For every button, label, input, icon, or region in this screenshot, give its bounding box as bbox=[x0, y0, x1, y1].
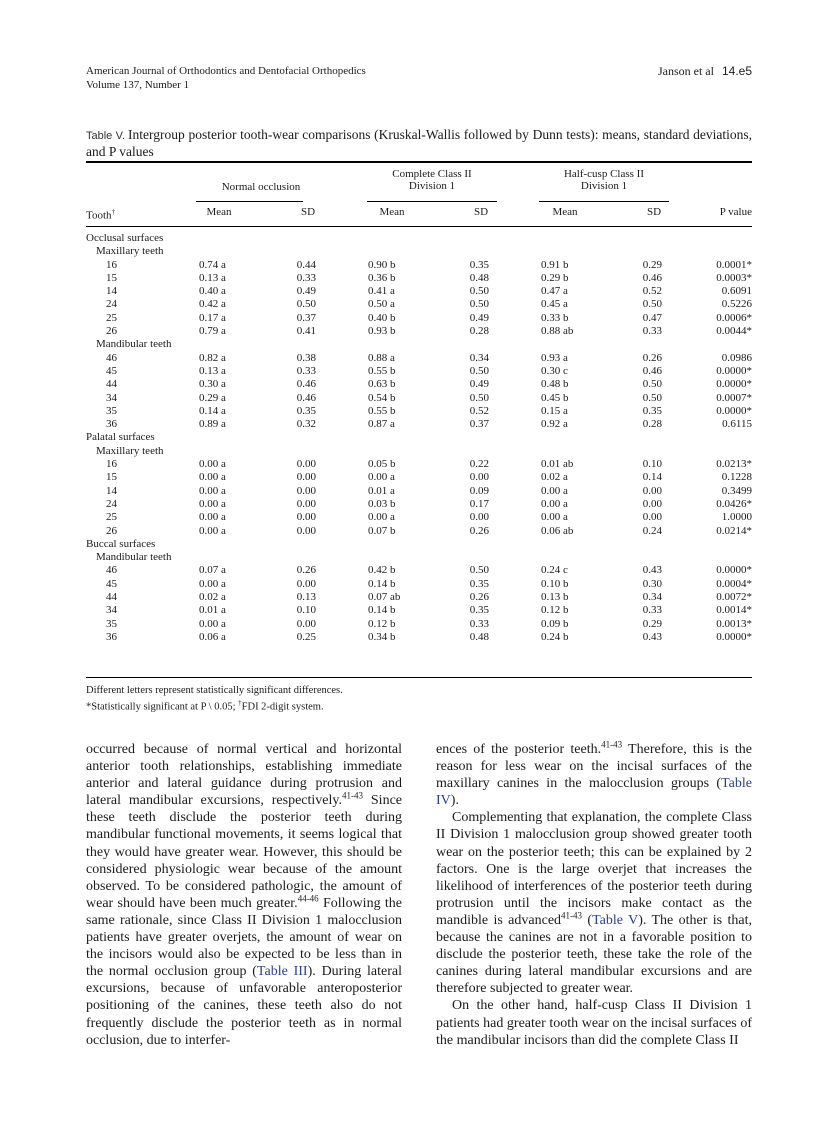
normal-mean-cell: 0.13 a bbox=[199, 271, 226, 284]
tooth-cell: 15 bbox=[106, 271, 117, 284]
table-row bbox=[86, 604, 752, 617]
complete-sd-cell: 0.26 bbox=[469, 591, 489, 604]
normal-mean-cell: 0.79 a bbox=[199, 325, 226, 338]
text: ). bbox=[450, 793, 459, 809]
group-label: Division 1 bbox=[408, 180, 456, 192]
group-rule-halfcusp bbox=[539, 201, 669, 202]
normal-mean-cell: 0.74 a bbox=[199, 258, 226, 271]
tooth-cell: 34 bbox=[106, 391, 117, 404]
col-label-dagger: † bbox=[111, 208, 116, 216]
normal-sd-cell: 0.33 bbox=[296, 364, 316, 377]
table-footnotes bbox=[86, 684, 343, 714]
journal-name: American Journal of Orthodontics and Dentofacial Orthopedics bbox=[86, 65, 366, 77]
footnote-text: *Statistically significant at P \ 0.05; bbox=[86, 701, 239, 713]
p-value-cell: 0.0000* bbox=[716, 364, 752, 377]
p-value-cell: 0.0072* bbox=[716, 591, 752, 604]
normal-sd-cell: 0.10 bbox=[296, 604, 316, 617]
complete-mean-cell: 0.55 b bbox=[368, 364, 396, 377]
normal-sd-cell: 0.00 bbox=[296, 484, 316, 497]
table-row bbox=[86, 485, 752, 498]
table-row bbox=[86, 298, 752, 311]
complete-mean-cell: 0.50 a bbox=[368, 298, 395, 311]
page-number: 14.e5 bbox=[721, 64, 752, 78]
normal-sd-cell: 0.33 bbox=[296, 271, 316, 284]
p-value-cell: 0.0044* bbox=[716, 325, 752, 338]
footnote-text: FDI 2-digit system. bbox=[241, 701, 324, 713]
table-row bbox=[86, 259, 752, 272]
col-head-sd-1: SD bbox=[300, 206, 316, 218]
complete-sd-cell: 0.50 bbox=[469, 364, 489, 377]
complete-mean-cell: 0.87 a bbox=[368, 418, 395, 431]
table-link[interactable]: Table III bbox=[256, 964, 308, 980]
halfcusp-sd-cell: 0.29 bbox=[642, 258, 662, 271]
tooth-cell: 35 bbox=[106, 404, 117, 417]
complete-mean-cell: 0.01 a bbox=[368, 484, 395, 497]
halfcusp-sd-cell: 0.47 bbox=[642, 311, 662, 324]
halfcusp-sd-cell: 0.35 bbox=[642, 404, 662, 417]
tooth-cell: 25 bbox=[106, 311, 117, 324]
table-row bbox=[86, 578, 752, 591]
halfcusp-mean-cell: 0.92 a bbox=[541, 418, 568, 431]
section-label: Palatal surfaces bbox=[86, 431, 155, 444]
normal-sd-cell: 0.26 bbox=[296, 564, 316, 577]
p-value-cell: 0.0001* bbox=[716, 258, 752, 271]
table-row bbox=[86, 392, 752, 405]
table-link[interactable]: Table V bbox=[592, 912, 639, 928]
complete-mean-cell: 0.03 b bbox=[368, 497, 396, 510]
p-value-cell: 0.0000* bbox=[716, 404, 752, 417]
complete-mean-cell: 0.14 b bbox=[368, 577, 396, 590]
footnote-letters: Different letters represent statistically significant differences. bbox=[86, 685, 343, 696]
tooth-cell: 45 bbox=[106, 577, 117, 590]
tooth-cell: 34 bbox=[106, 604, 117, 617]
complete-mean-cell: 0.00 a bbox=[368, 511, 395, 524]
normal-mean-cell: 0.00 a bbox=[199, 471, 226, 484]
halfcusp-sd-cell: 0.33 bbox=[642, 325, 662, 338]
normal-sd-cell: 0.50 bbox=[296, 298, 316, 311]
normal-mean-cell: 0.06 a bbox=[199, 630, 226, 643]
tooth-cell: 45 bbox=[106, 364, 117, 377]
p-value-cell: 0.0004* bbox=[716, 577, 752, 590]
tooth-cell: 26 bbox=[106, 325, 117, 338]
table-section-row bbox=[86, 538, 752, 551]
halfcusp-mean-cell: 0.09 b bbox=[541, 617, 569, 630]
halfcusp-sd-cell: 0.43 bbox=[642, 630, 662, 643]
halfcusp-mean-cell: 0.93 a bbox=[541, 351, 568, 364]
table-section-row bbox=[86, 232, 752, 245]
table-title: Intergroup posterior tooth-wear comparisons (Kruskal-Wallis followed by Dunn tests): means, standard deviations, and P values bbox=[86, 127, 752, 159]
normal-mean-cell: 0.00 a bbox=[199, 577, 226, 590]
group-label: Complete Class II bbox=[392, 168, 472, 180]
table-row bbox=[86, 312, 752, 325]
text: ). During lateral excursions, because of unfavorable anteroposterior positioning of the canines, these teeth also do not frequently disclude the posterior teeth as in normal occlusion, due to interfer- bbox=[86, 964, 402, 1048]
p-value-cell: 0.5226 bbox=[721, 298, 752, 311]
complete-mean-cell: 0.07 b bbox=[368, 524, 396, 537]
p-value-cell: 0.0000* bbox=[716, 378, 752, 391]
complete-mean-cell: 0.42 b bbox=[368, 564, 396, 577]
text: ences of the posterior teeth. bbox=[436, 742, 602, 757]
col-head-sd-2: SD bbox=[473, 206, 489, 218]
complete-sd-cell: 0.09 bbox=[469, 484, 489, 497]
text: Therefore, this is the reason for less wear on the incisal surfaces of the maxillary canines in the malocclusion groups ( bbox=[436, 742, 752, 792]
table-row bbox=[86, 352, 752, 365]
normal-mean-cell: 0.13 a bbox=[199, 364, 226, 377]
table-row bbox=[86, 405, 752, 418]
normal-mean-cell: 0.89 a bbox=[199, 418, 226, 431]
halfcusp-sd-cell: 0.50 bbox=[642, 391, 662, 404]
halfcusp-mean-cell: 0.30 c bbox=[541, 364, 568, 377]
journal-volume: Volume 137, Number 1 bbox=[86, 79, 190, 91]
tooth-cell: 14 bbox=[106, 285, 117, 298]
halfcusp-sd-cell: 0.46 bbox=[642, 364, 662, 377]
halfcusp-mean-cell: 0.45 b bbox=[541, 391, 569, 404]
halfcusp-sd-cell: 0.24 bbox=[642, 524, 662, 537]
tooth-cell: 46 bbox=[106, 564, 117, 577]
table-header-rule bbox=[86, 226, 752, 227]
table-row bbox=[86, 631, 752, 644]
complete-sd-cell: 0.28 bbox=[469, 325, 489, 338]
tooth-cell: 16 bbox=[106, 458, 117, 471]
halfcusp-mean-cell: 0.15 a bbox=[541, 404, 568, 417]
p-value-cell: 0.0213* bbox=[716, 458, 752, 471]
complete-sd-cell: 0.50 bbox=[469, 564, 489, 577]
body-column-left bbox=[86, 741, 402, 1049]
normal-mean-cell: 0.00 a bbox=[199, 458, 226, 471]
paragraph: On the other hand, half-cusp Class II Division 1 patients had greater tooth wear on the incisal surfaces of the mandibular incisors than did the complete Class II bbox=[436, 998, 752, 1048]
tooth-cell: 35 bbox=[106, 617, 117, 630]
complete-sd-cell: 0.52 bbox=[469, 404, 489, 417]
complete-sd-cell: 0.35 bbox=[469, 604, 489, 617]
group-label: Normal occlusion bbox=[221, 181, 301, 193]
complete-mean-cell: 0.55 b bbox=[368, 404, 396, 417]
table-row bbox=[86, 618, 752, 631]
normal-sd-cell: 0.00 bbox=[296, 458, 316, 471]
halfcusp-mean-cell: 0.47 a bbox=[541, 285, 568, 298]
halfcusp-mean-cell: 0.13 b bbox=[541, 591, 569, 604]
footnote-dagger: † bbox=[238, 699, 242, 707]
normal-sd-cell: 0.13 bbox=[296, 591, 316, 604]
author-name: Janson et al bbox=[657, 64, 714, 78]
normal-mean-cell: 0.00 a bbox=[199, 484, 226, 497]
tooth-cell: 36 bbox=[106, 418, 117, 431]
complete-mean-cell: 0.00 a bbox=[368, 471, 395, 484]
halfcusp-mean-cell: 0.00 a bbox=[541, 511, 568, 524]
complete-sd-cell: 0.00 bbox=[469, 511, 489, 524]
complete-mean-cell: 0.63 b bbox=[368, 378, 396, 391]
halfcusp-sd-cell: 0.10 bbox=[642, 458, 662, 471]
halfcusp-sd-cell: 0.26 bbox=[642, 351, 662, 364]
section-label: Occlusal surfaces bbox=[86, 232, 164, 244]
complete-sd-cell: 0.17 bbox=[469, 497, 489, 510]
footnote-significance bbox=[86, 697, 343, 714]
complete-mean-cell: 0.34 b bbox=[368, 630, 396, 643]
col-head-mean-3: Mean bbox=[552, 206, 578, 218]
p-value-cell: 0.0426* bbox=[716, 497, 752, 510]
complete-sd-cell: 0.50 bbox=[469, 391, 489, 404]
col-label: Tooth bbox=[86, 209, 112, 222]
p-value-cell: 1.0000 bbox=[721, 511, 752, 524]
tooth-cell: 46 bbox=[106, 351, 117, 364]
normal-mean-cell: 0.01 a bbox=[199, 604, 226, 617]
halfcusp-mean-cell: 0.88 ab bbox=[541, 325, 574, 338]
table-row bbox=[86, 525, 752, 538]
normal-sd-cell: 0.00 bbox=[296, 471, 316, 484]
halfcusp-mean-cell: 0.48 b bbox=[541, 378, 569, 391]
table-row bbox=[86, 285, 752, 298]
p-value-cell: 0.6115 bbox=[722, 418, 752, 431]
table-row bbox=[86, 564, 752, 577]
complete-mean-cell: 0.36 b bbox=[368, 271, 396, 284]
tooth-cell: 26 bbox=[106, 524, 117, 537]
complete-mean-cell: 0.88 a bbox=[368, 351, 395, 364]
p-value-cell: 0.0007* bbox=[716, 391, 752, 404]
text: Following the same rationale, since Class II Division 1 malocclusion patients have greater overjets, the amount of wear on the incisors would also be expected to be less than in the normal occlusion group ( bbox=[86, 895, 402, 980]
tooth-cell: 14 bbox=[106, 484, 117, 497]
group-heading-halfcusp bbox=[539, 168, 669, 192]
complete-sd-cell: 0.49 bbox=[469, 378, 489, 391]
table-label: Table V. bbox=[86, 130, 126, 142]
complete-mean-cell: 0.07 ab bbox=[368, 591, 401, 604]
halfcusp-sd-cell: 0.52 bbox=[642, 285, 662, 298]
halfcusp-mean-cell: 0.29 b bbox=[541, 271, 569, 284]
p-value-cell: 0.3499 bbox=[721, 484, 752, 497]
normal-sd-cell: 0.00 bbox=[296, 497, 316, 510]
halfcusp-sd-cell: 0.00 bbox=[642, 497, 662, 510]
p-value-cell: 0.0014* bbox=[716, 604, 752, 617]
table-body bbox=[86, 232, 752, 644]
p-value-cell: 0.6091 bbox=[721, 285, 752, 298]
normal-sd-cell: 0.49 bbox=[296, 285, 316, 298]
table-section-row bbox=[86, 431, 752, 444]
normal-sd-cell: 0.00 bbox=[296, 524, 316, 537]
p-value-cell: 0.0000* bbox=[716, 564, 752, 577]
tooth-cell: 44 bbox=[106, 378, 117, 391]
halfcusp-sd-cell: 0.00 bbox=[642, 484, 662, 497]
text: Complementing that explanation, the complete Class II Division 1 malocclusion group showed greater tooth wear on the posterior teeth; this can be explained by 2 factors. One is the large overjet that increases the likelihood of interferences of the posterior teeth during protrusion until the incisors make contact as the mandible is advanced bbox=[436, 810, 752, 928]
p-value-cell: 0.0214* bbox=[716, 524, 752, 537]
subsection-label: Maxillary teeth bbox=[96, 245, 164, 258]
halfcusp-sd-cell: 0.14 bbox=[642, 471, 662, 484]
complete-sd-cell: 0.33 bbox=[469, 617, 489, 630]
table-row bbox=[86, 378, 752, 391]
citation-link[interactable]: 41-43 bbox=[342, 790, 363, 801]
complete-sd-cell: 0.22 bbox=[469, 458, 489, 471]
halfcusp-mean-cell: 0.24 b bbox=[541, 630, 569, 643]
tooth-cell: 36 bbox=[106, 630, 117, 643]
complete-sd-cell: 0.26 bbox=[469, 524, 489, 537]
table-row bbox=[86, 511, 752, 524]
normal-sd-cell: 0.25 bbox=[296, 630, 316, 643]
p-value-cell: 0.0003* bbox=[716, 271, 752, 284]
tooth-cell: 44 bbox=[106, 591, 117, 604]
normal-sd-cell: 0.46 bbox=[296, 378, 316, 391]
normal-sd-cell: 0.37 bbox=[296, 311, 316, 324]
halfcusp-mean-cell: 0.24 c bbox=[541, 564, 568, 577]
normal-mean-cell: 0.29 a bbox=[199, 391, 226, 404]
citation-link[interactable]: 41-43 bbox=[561, 910, 583, 921]
text: occurred because of normal vertical and horizontal anterior tooth relationships, establishing immediate anterior and lateral guidance during protrusion and lateral mandibular excursions, respectively. bbox=[86, 742, 402, 809]
paragraph bbox=[436, 809, 752, 997]
group-rule-complete bbox=[367, 201, 497, 202]
table-row bbox=[86, 272, 752, 285]
halfcusp-mean-cell: 0.91 b bbox=[541, 258, 569, 271]
tooth-cell: 24 bbox=[106, 298, 117, 311]
complete-sd-cell: 0.35 bbox=[469, 577, 489, 590]
complete-mean-cell: 0.12 b bbox=[368, 617, 396, 630]
normal-mean-cell: 0.07 a bbox=[199, 564, 226, 577]
halfcusp-mean-cell: 0.02 a bbox=[541, 471, 568, 484]
table-subsection-row bbox=[86, 551, 752, 564]
complete-sd-cell: 0.50 bbox=[469, 285, 489, 298]
text: Since these teeth disclude the posterior teeth during mandibular functional movements, it seems logical that they would have greater wear. However, this should be considered physiologic wear because of the amount observed. To be considered pathologic, the amount of wear should have been much greater. bbox=[86, 793, 402, 911]
normal-sd-cell: 0.32 bbox=[296, 418, 316, 431]
halfcusp-mean-cell: 0.10 b bbox=[541, 577, 569, 590]
col-head-sd-3: SD bbox=[646, 206, 662, 218]
normal-sd-cell: 0.00 bbox=[296, 577, 316, 590]
paragraph bbox=[436, 741, 752, 809]
halfcusp-mean-cell: 0.06 ab bbox=[541, 524, 574, 537]
complete-sd-cell: 0.37 bbox=[469, 418, 489, 431]
complete-mean-cell: 0.14 b bbox=[368, 604, 396, 617]
p-value-cell: 0.0013* bbox=[716, 617, 752, 630]
group-label: Half-cusp Class II bbox=[563, 168, 645, 180]
running-header-left bbox=[86, 64, 366, 92]
complete-mean-cell: 0.41 a bbox=[368, 285, 395, 298]
halfcusp-sd-cell: 0.34 bbox=[642, 591, 662, 604]
citation-link[interactable]: 41-43 bbox=[601, 739, 623, 750]
complete-sd-cell: 0.00 bbox=[469, 471, 489, 484]
col-head-pvalue: P value bbox=[719, 206, 752, 218]
normal-mean-cell: 0.42 a bbox=[199, 298, 226, 311]
halfcusp-sd-cell: 0.46 bbox=[642, 271, 662, 284]
p-value-cell: 0.0006* bbox=[716, 311, 752, 324]
subsection-label: Mandibular teeth bbox=[96, 551, 172, 564]
normal-mean-cell: 0.00 a bbox=[199, 511, 226, 524]
complete-mean-cell: 0.40 b bbox=[368, 311, 396, 324]
table-bottom-rule bbox=[86, 677, 752, 678]
halfcusp-mean-cell: 0.33 b bbox=[541, 311, 569, 324]
group-label: Division 1 bbox=[580, 180, 628, 192]
group-heading-complete bbox=[367, 168, 497, 192]
group-heading-normal bbox=[196, 181, 326, 193]
complete-mean-cell: 0.54 b bbox=[368, 391, 396, 404]
p-value-cell: 0.1228 bbox=[721, 471, 752, 484]
table-subsection-row bbox=[86, 338, 752, 351]
subsection-label: Mandibular teeth bbox=[96, 338, 172, 351]
tooth-cell: 15 bbox=[106, 471, 117, 484]
p-value-cell: 0.0000* bbox=[716, 630, 752, 643]
table-subsection-row bbox=[86, 245, 752, 258]
citation-link[interactable]: 44-46 bbox=[297, 893, 319, 904]
normal-mean-cell: 0.02 a bbox=[199, 591, 226, 604]
body-column-right bbox=[436, 741, 752, 1049]
table-row bbox=[86, 418, 752, 431]
normal-mean-cell: 0.82 a bbox=[199, 351, 226, 364]
halfcusp-sd-cell: 0.00 bbox=[642, 511, 662, 524]
normal-sd-cell: 0.41 bbox=[296, 325, 316, 338]
paragraph bbox=[86, 741, 402, 1049]
halfcusp-sd-cell: 0.30 bbox=[642, 577, 662, 590]
complete-sd-cell: 0.49 bbox=[469, 311, 489, 324]
normal-mean-cell: 0.00 a bbox=[199, 524, 226, 537]
halfcusp-sd-cell: 0.50 bbox=[642, 298, 662, 311]
table-row bbox=[86, 498, 752, 511]
complete-sd-cell: 0.34 bbox=[469, 351, 489, 364]
halfcusp-mean-cell: 0.00 a bbox=[541, 497, 568, 510]
normal-sd-cell: 0.00 bbox=[296, 617, 316, 630]
complete-sd-cell: 0.48 bbox=[469, 630, 489, 643]
halfcusp-sd-cell: 0.33 bbox=[642, 604, 662, 617]
col-head-mean-2: Mean bbox=[379, 206, 405, 218]
group-rule-normal bbox=[196, 201, 303, 202]
normal-sd-cell: 0.38 bbox=[296, 351, 316, 364]
halfcusp-sd-cell: 0.43 bbox=[642, 564, 662, 577]
table-link[interactable]: Table IV bbox=[436, 776, 752, 809]
table-row bbox=[86, 471, 752, 484]
table-row bbox=[86, 365, 752, 378]
subsection-label: Maxillary teeth bbox=[96, 444, 164, 457]
tooth-cell: 16 bbox=[106, 258, 117, 271]
normal-sd-cell: 0.00 bbox=[296, 511, 316, 524]
halfcusp-sd-cell: 0.50 bbox=[642, 378, 662, 391]
normal-mean-cell: 0.17 a bbox=[199, 311, 226, 324]
table-subsection-row bbox=[86, 445, 752, 458]
complete-mean-cell: 0.93 b bbox=[368, 325, 396, 338]
halfcusp-sd-cell: 0.28 bbox=[642, 418, 662, 431]
complete-mean-cell: 0.90 b bbox=[368, 258, 396, 271]
normal-mean-cell: 0.30 a bbox=[199, 378, 226, 391]
complete-sd-cell: 0.50 bbox=[469, 298, 489, 311]
section-label: Buccal surfaces bbox=[86, 537, 156, 550]
complete-mean-cell: 0.05 b bbox=[368, 458, 396, 471]
tooth-cell: 25 bbox=[106, 511, 117, 524]
normal-sd-cell: 0.35 bbox=[296, 404, 316, 417]
normal-mean-cell: 0.40 a bbox=[199, 285, 226, 298]
complete-sd-cell: 0.35 bbox=[469, 258, 489, 271]
halfcusp-mean-cell: 0.00 a bbox=[541, 484, 568, 497]
table-row bbox=[86, 458, 752, 471]
table-row bbox=[86, 591, 752, 604]
col-head-tooth bbox=[86, 206, 115, 222]
text: ( bbox=[582, 912, 593, 928]
normal-sd-cell: 0.44 bbox=[296, 258, 316, 271]
complete-sd-cell: 0.48 bbox=[469, 271, 489, 284]
normal-mean-cell: 0.00 a bbox=[199, 497, 226, 510]
p-value-cell: 0.0986 bbox=[721, 351, 752, 364]
text: ). The other is that, because the canines are not in a favorable position to disclude the posterior teeth, these take the role of the canines during lateral mandibular excursions and are therefore subjected to greater wear. bbox=[436, 912, 752, 997]
running-header-right bbox=[658, 64, 752, 79]
halfcusp-sd-cell: 0.29 bbox=[642, 617, 662, 630]
normal-mean-cell: 0.00 a bbox=[199, 617, 226, 630]
halfcusp-mean-cell: 0.12 b bbox=[541, 604, 569, 617]
normal-sd-cell: 0.46 bbox=[296, 391, 316, 404]
normal-mean-cell: 0.14 a bbox=[199, 404, 226, 417]
tooth-cell: 24 bbox=[106, 497, 117, 510]
table-caption bbox=[86, 127, 752, 160]
halfcusp-mean-cell: 0.45 a bbox=[541, 298, 568, 311]
table-top-rule bbox=[86, 161, 752, 163]
halfcusp-mean-cell: 0.01 ab bbox=[541, 458, 574, 471]
col-head-mean-1: Mean bbox=[206, 206, 232, 218]
table-row bbox=[86, 325, 752, 338]
